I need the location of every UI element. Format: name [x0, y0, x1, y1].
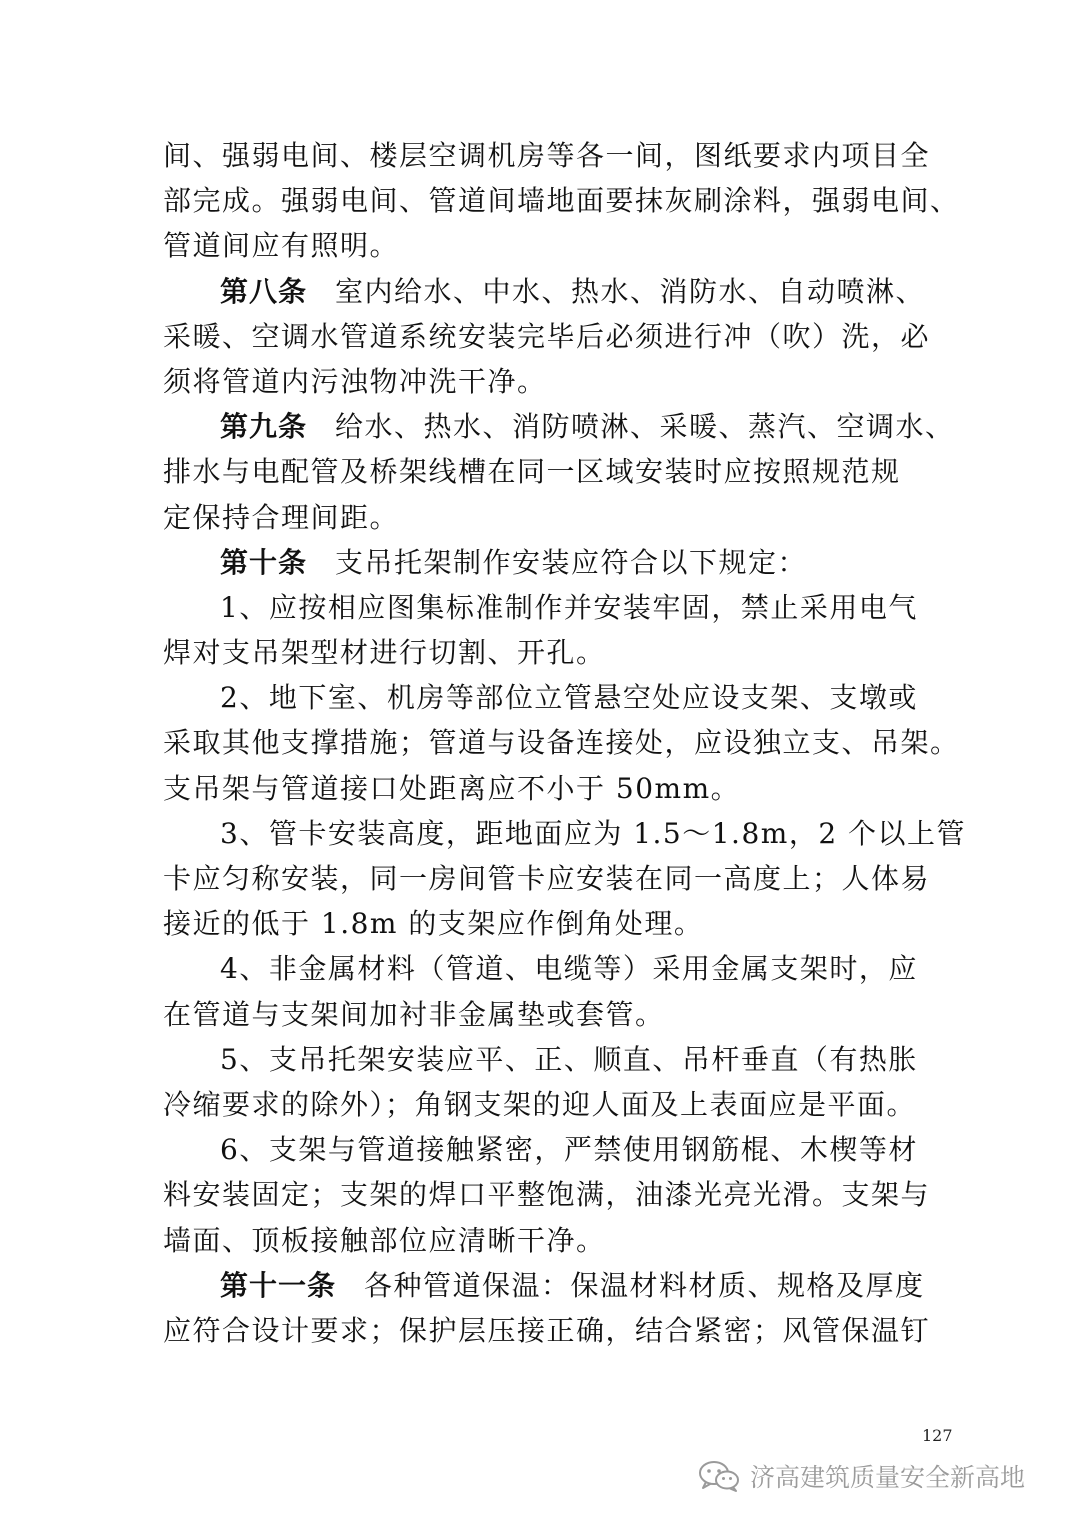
- text-line: [163, 1082, 923, 1127]
- line-text: 管道间应有照明。: [163, 229, 400, 263]
- article-heading: 第八条: [220, 274, 308, 308]
- line-text: 卡应匀称安装，同一房间管卡应安装在同一高度上；人体易: [163, 862, 931, 895]
- line-text: 冷缩要求的除外）；角钢支架的迎人面及上表面应是平面。: [163, 1087, 917, 1121]
- text-line: [163, 630, 923, 675]
- line-text: 各种管道保温：保温材料材质、规格及厚度: [364, 1268, 925, 1302]
- line-text: 支吊架与管道接口处距离应不小于 50mm。: [163, 771, 741, 805]
- page-number: 127: [922, 1426, 953, 1445]
- line-text: 在管道与支架间加衬非金属垫或套管。: [163, 997, 665, 1031]
- line-text: 应符合设计要求；保护层压接正确，结合紧密；风管保温钉: [163, 1313, 931, 1347]
- text-line: [163, 314, 931, 359]
- line-text: 5、支吊托架安装应平、正、顺直、吊杆垂直（有热胀: [220, 1042, 918, 1076]
- article-heading: 第十条: [220, 545, 308, 579]
- article-heading: 第十一条: [220, 1268, 337, 1302]
- text-line: [163, 269, 926, 314]
- text-line: [163, 1172, 931, 1217]
- text-line: [163, 540, 923, 585]
- wechat-icon: [698, 1460, 740, 1492]
- watermark-text: 济高建筑质量安全新高地: [750, 1463, 1026, 1492]
- line-text: 给水、热水、消防喷淋、采暖、蒸汽、空调水、: [335, 410, 955, 444]
- line-text: 焊对支吊架型材进行切割、开孔。: [163, 636, 606, 670]
- text-line: [163, 133, 931, 178]
- text-line: [163, 946, 923, 991]
- line-text: 3、管卡安装高度，距地面应为 1.5～1.8m，2 个以上管: [220, 816, 967, 850]
- text-line: [163, 856, 931, 901]
- line-text: 排水与电配管及桥架线槽在同一区域安装时应按照规范规: [163, 455, 901, 489]
- line-text: 采取其他支撑措施；管道与设备连接处，应设独立支、吊架。: [163, 726, 960, 760]
- watermark: [698, 1456, 1025, 1496]
- line-text: 室内给水、中水、热水、消防水、自动喷淋、: [335, 274, 926, 308]
- line-text: 1、应按相应图集标准制作并安装牢固，禁止采用电气: [220, 590, 918, 624]
- line-text: 墙面、顶板接触部位应清晰干净。: [163, 1223, 606, 1257]
- text-line: [163, 449, 923, 494]
- text-line: [163, 811, 967, 856]
- text-line: [163, 1127, 923, 1172]
- line-text: 须将管道内污浊物冲洗干净。: [163, 364, 547, 398]
- line-text: 接近的低于 1.8m 的支架应作倒角处理。: [163, 907, 704, 941]
- line-text: 6、支架与管道接触紧密，严禁使用钢筋棍、木楔等材: [220, 1133, 918, 1167]
- line-text: 间、强弱电间、楼层空调机房等各一间，图纸要求内项目全: [163, 139, 931, 172]
- text-line: [163, 720, 960, 765]
- text-line: [163, 1308, 931, 1353]
- line-text: 支吊托架制作安装应符合以下规定：: [335, 545, 808, 579]
- line-text: 料安装固定；支架的焊口平整饱满，油漆光亮光滑。支架与: [163, 1178, 931, 1212]
- text-line: [163, 992, 923, 1037]
- text-line: [163, 1263, 923, 1308]
- text-line: [163, 1037, 923, 1082]
- text-line: [163, 223, 923, 268]
- text-line: [163, 404, 955, 449]
- text-line: [163, 178, 960, 223]
- line-text: 采暖、空调水管道系统安装完毕后必须进行冲（吹）洗，必: [163, 319, 931, 353]
- text-line: [163, 359, 923, 404]
- article-heading: 第九条: [220, 410, 308, 444]
- line-text: 2、地下室、机房等部位立管悬空处应设支架、支墩或: [220, 681, 918, 715]
- text-line: [163, 585, 923, 630]
- line-text: 部完成。强弱电间、管道间墙地面要抹灰刷涂料，强弱电间、: [163, 184, 960, 218]
- text-line: [163, 766, 923, 811]
- text-line: [163, 495, 923, 540]
- text-line: [163, 675, 923, 720]
- line-text: 定保持合理间距。: [163, 500, 400, 534]
- text-line: [163, 901, 923, 946]
- line-text: 4、非金属材料（管道、电缆等）采用金属支架时，应: [220, 952, 918, 986]
- text-line: [163, 1218, 923, 1263]
- body-text: [163, 133, 967, 1353]
